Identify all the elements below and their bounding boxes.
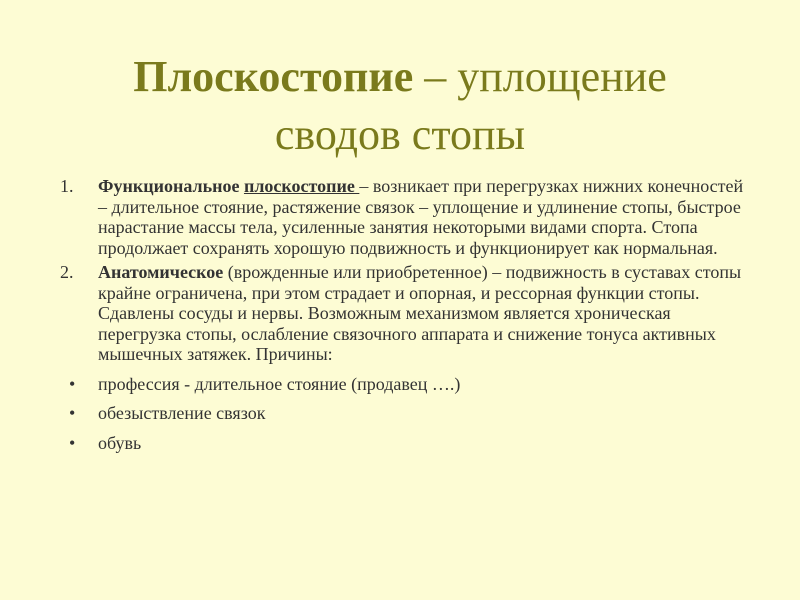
item-text: (врожденные или приобретенное) – подвижность в суставах стопы крайне ограничена, при этом страдает и опорная, и рессорная функции стопы. Сдавлены сосуды и нервы. Возможным механизмом является хроническая перегрузка стопы, ослабление связочного аппарата и снижение тонуса активных мышечных затяжек. Причины: <box>98 262 742 364</box>
bullet-dot-icon: • <box>69 373 76 394</box>
title-rest: – уплощение <box>413 52 667 101</box>
slide-content <box>60 176 750 453</box>
title-bold: Плоскостопие <box>133 52 414 101</box>
bullet-text: обезыствление связок <box>98 403 266 423</box>
bullet-item <box>60 403 750 424</box>
list-item-anatomical <box>60 262 750 365</box>
title-line-2: сводов стопы <box>274 110 526 159</box>
bullet-dot-icon: • <box>69 403 76 423</box>
bullet-item <box>60 374 750 395</box>
item-heading: Функциональное <box>98 176 244 196</box>
bullet-dot-icon: • <box>69 432 76 453</box>
title-line-1 <box>40 48 760 106</box>
bullet-item <box>60 433 750 454</box>
list-number: 2. <box>60 262 74 282</box>
bullet-text: обувь <box>98 432 142 453</box>
item-text: – возникает при перегрузках нижних конечностей – длительное стояние, растяжение связок – уплощение и удлинение стопы, быстрое нарастание массы тела, усиленные занятия некоторыми видами спорта. Стопа продолжает сохранять хорошую подвижность и функционирует как нормальная. <box>98 176 744 258</box>
bullet-text: профессия - длительное стояние (продавец ….) <box>98 373 461 394</box>
list-item-functional <box>60 176 750 258</box>
item-heading: Анатомическое <box>98 262 224 282</box>
list-number: 1. <box>60 176 74 196</box>
slide-title <box>40 48 760 164</box>
item-heading-underlined: плоскостопие <box>243 176 360 196</box>
